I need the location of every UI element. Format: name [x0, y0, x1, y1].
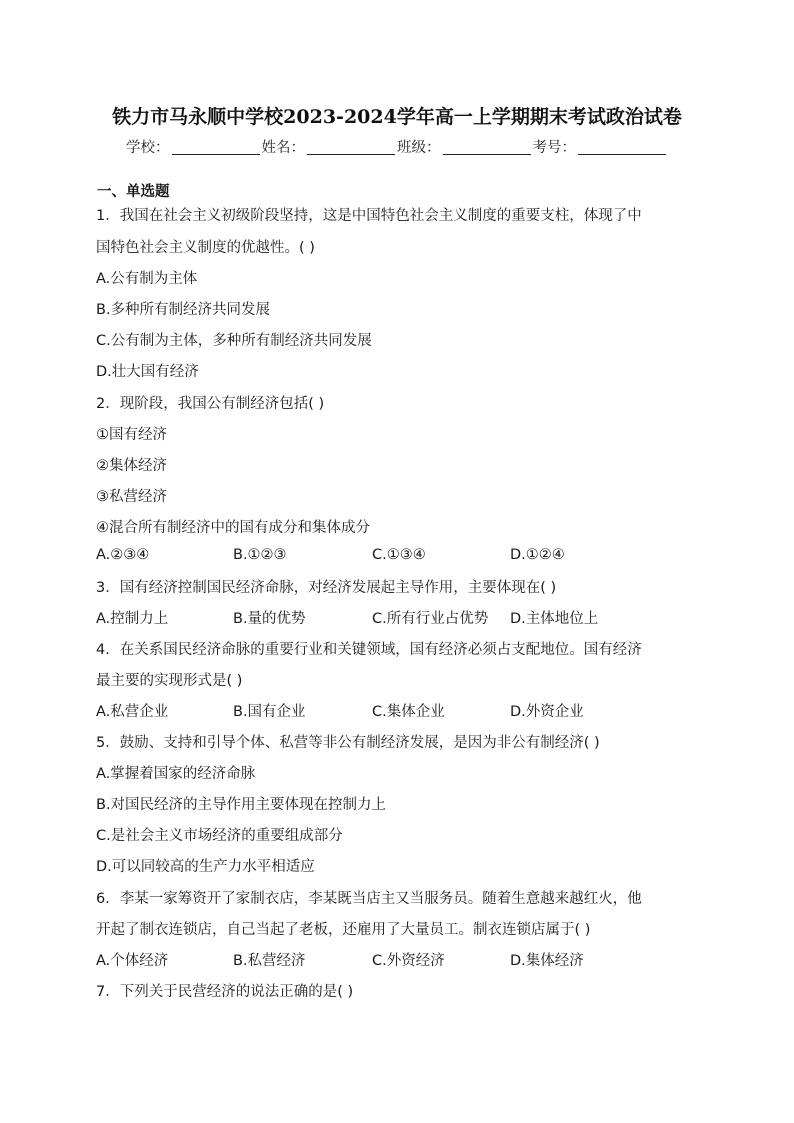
q6-option-c: C.外资经济 [372, 953, 445, 969]
q5-option-c: C.是社会主义市场经济的重要组成部分 [96, 828, 343, 844]
q4-option-d: D.外资企业 [510, 704, 584, 720]
q1-option-b: B.多种所有制经济共同发展 [96, 302, 271, 318]
q2-option-a: A.②③④ [96, 547, 150, 563]
q2-option-d: D.①②④ [510, 547, 565, 563]
q3-stem: 3．国有经济控制国民经济命脉，对经济发展起主导作用，主要体现在( ) [96, 580, 557, 596]
q2-item-2: ②集体经济 [96, 458, 167, 474]
q2-option-b: B.①②③ [233, 547, 287, 563]
q7-stem: 7．下列关于民营经济的说法正确的是( ) [96, 984, 354, 1000]
school-blank[interactable] [172, 140, 260, 155]
q2-item-3: ③私营经济 [96, 489, 167, 505]
name-label: 姓名： [261, 140, 305, 156]
q1-option-d: D.壮大国有经济 [96, 364, 199, 380]
q4-option-c: C.集体企业 [372, 704, 445, 720]
q4-option-b: B.国有企业 [233, 704, 306, 720]
q3-option-a: A.控制力上 [96, 611, 169, 627]
exam-title: 铁力市马永顺中学校2023-2024学年高一上学期期末考试政治试卷 [112, 106, 682, 128]
q1-stem-line1: 1．我国在社会主义初级阶段坚持，这是中国特色社会主义制度的重要支柱，体现了中 [96, 208, 642, 224]
q4-stem-line1: 4．在关系国民经济命脉的重要行业和关键领域，国有经济必须占支配地位。国有经济 [96, 642, 642, 658]
q4-option-a: A.私营企业 [96, 704, 169, 720]
class-label: 班级： [397, 140, 441, 156]
q5-option-d: D.可以同较高的生产力水平相适应 [96, 859, 315, 875]
q3-option-c: C.所有行业占优势 [372, 611, 489, 627]
student-info-line [0, 136, 794, 157]
number-blank[interactable] [578, 140, 666, 155]
q5-option-b: B.对国民经济的主导作用主要体现在控制力上 [96, 797, 387, 813]
school-label: 学校： [126, 140, 170, 156]
q2-stem: 2．现阶段，我国公有制经济包括( ) [96, 396, 325, 412]
q5-option-a: A.掌握着国家的经济命脉 [96, 766, 256, 782]
q6-option-d: D.集体经济 [510, 953, 584, 969]
q1-stem-line2: 国特色社会主义制度的优越性。( ) [96, 240, 315, 256]
q3-option-b: B.量的优势 [233, 611, 306, 627]
q5-stem: 5．鼓励、支持和引导个体、私营等非公有制经济发展，是因为非公有制经济( ) [96, 735, 600, 751]
q4-stem-line2: 最主要的实现形式是( ) [96, 673, 243, 689]
q3-option-d: D.主体地位上 [510, 611, 599, 627]
name-blank[interactable] [307, 140, 395, 155]
q6-stem-line2: 开起了制衣连锁店，自己当起了老板，还雇用了大量员工。制衣连锁店属于( ) [96, 922, 591, 938]
q2-item-4: ④混合所有制经济中的国有成分和集体成分 [96, 520, 370, 536]
q1-option-c: C.公有制为主体，多种所有制经济共同发展 [96, 333, 372, 349]
section-heading: 一、单选题 [97, 184, 170, 200]
q6-stem-line1: 6．李某一家筹资开了家制衣店，李某既当店主又当服务员。随着生意越来越红火，他 [96, 891, 642, 907]
class-blank[interactable] [443, 140, 531, 155]
q6-option-b: B.私营经济 [233, 953, 306, 969]
number-label: 考号： [532, 140, 576, 156]
q1-option-a: A.公有制为主体 [96, 271, 198, 287]
q2-option-c: C.①③④ [372, 547, 426, 563]
q6-option-a: A.个体经济 [96, 953, 169, 969]
q2-item-1: ①国有经济 [96, 427, 167, 443]
